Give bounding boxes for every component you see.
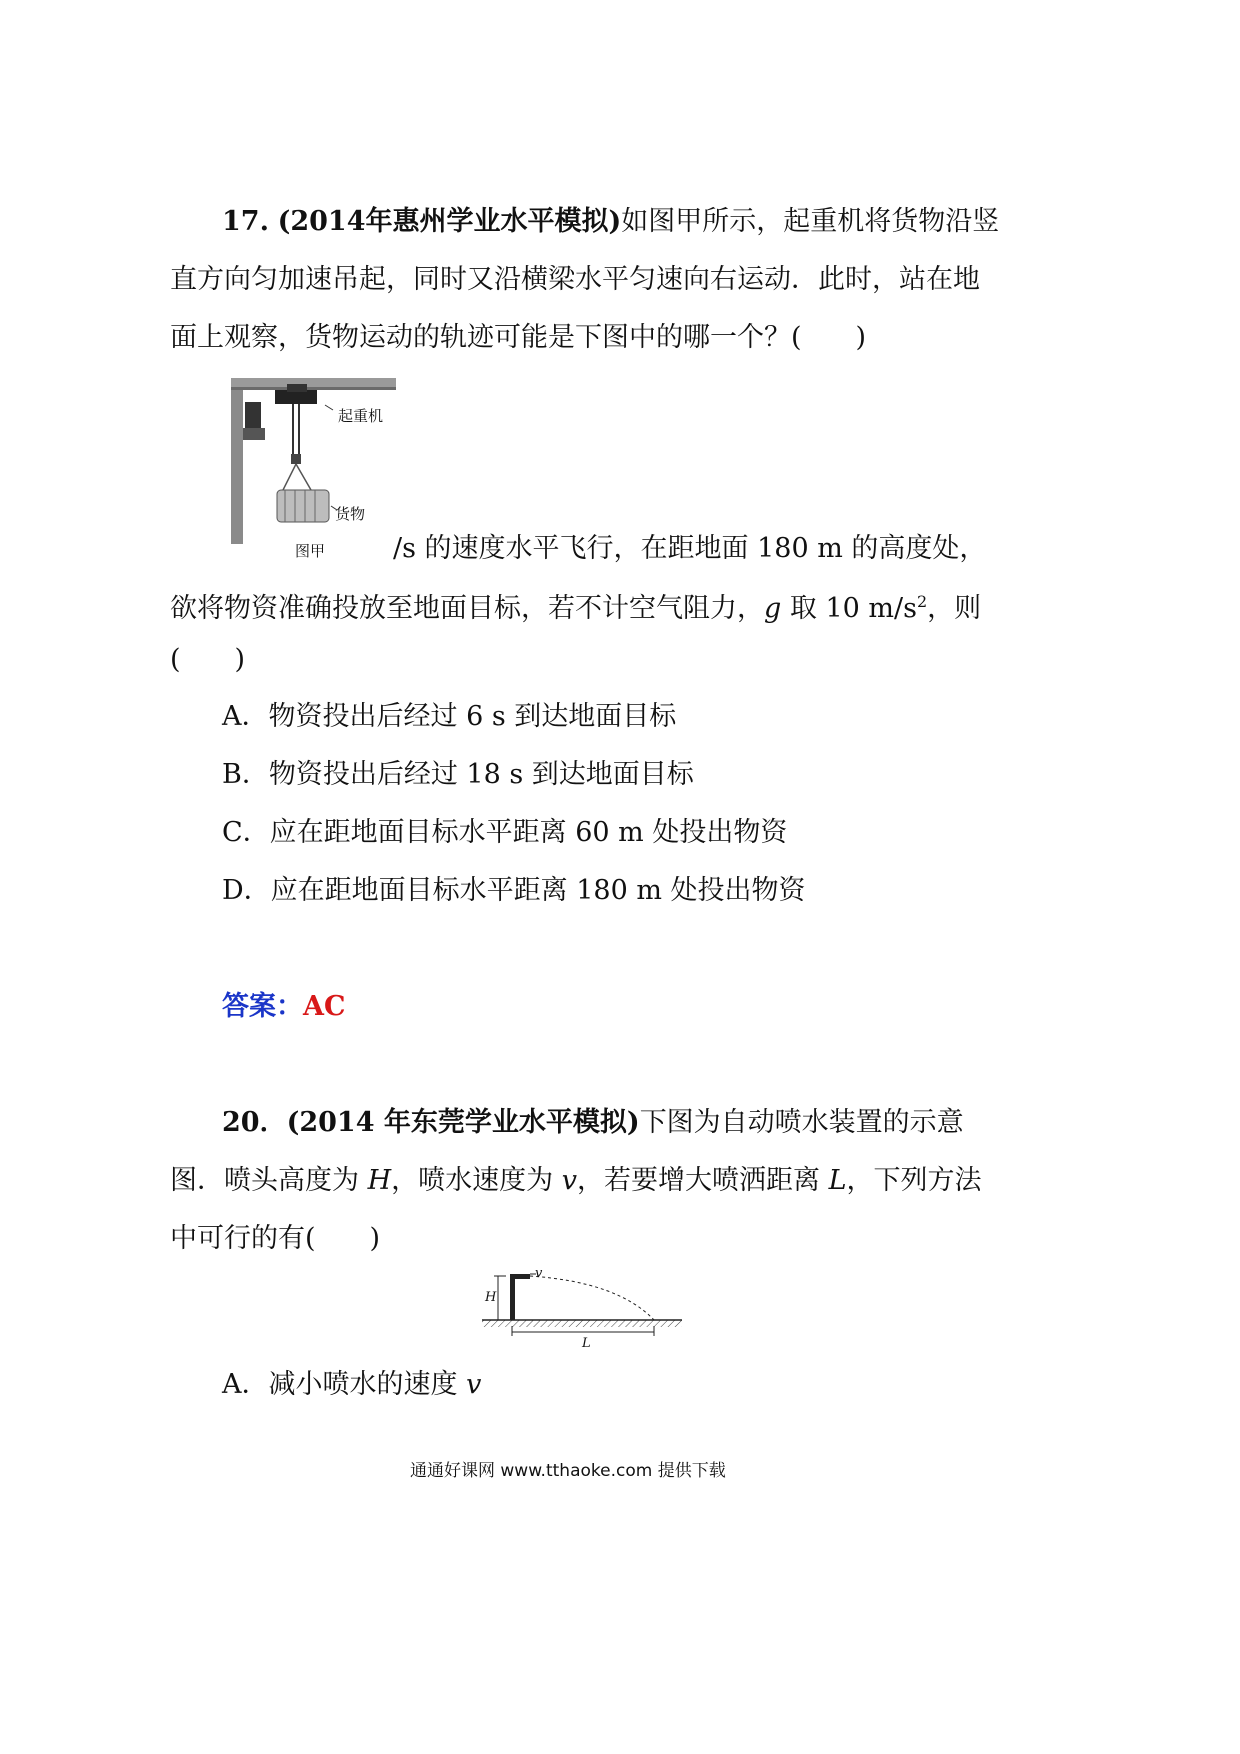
q17-source: (2014年惠州学业水平模拟) bbox=[277, 206, 622, 237]
symbol-g: g bbox=[764, 593, 782, 624]
answer-label: 答案： bbox=[222, 991, 303, 1022]
answer bbox=[222, 990, 345, 1024]
option-a: A．物资投出后经过 6 s 到达地面目标 bbox=[222, 701, 677, 732]
q17-line1-text: 如图甲所示，起重机将货物沿竖 bbox=[621, 206, 1000, 237]
q18-line3: ( ) bbox=[170, 644, 246, 675]
q17-number: 17. bbox=[222, 206, 269, 237]
q20-line2: 图．喷头高度为 H，喷水速度为 v，若要增大喷洒距离 L，下列方法 bbox=[170, 1165, 982, 1196]
option-b: B．物资投出后经过 18 s 到达地面目标 bbox=[222, 759, 694, 790]
figure-caption: 图甲 bbox=[295, 542, 326, 560]
q20-source: (2014 年东莞学业水平模拟) bbox=[286, 1107, 640, 1138]
q17-line3: 面上观察，货物运动的轨迹可能是下图中的哪一个？( ) bbox=[170, 322, 867, 353]
crane-figure bbox=[225, 370, 400, 550]
label-cargo: 货物 bbox=[335, 505, 366, 523]
page-footer: 通通好课网 www.tthaoke.com 提供下载 bbox=[410, 1461, 726, 1481]
answer-value: AC bbox=[303, 991, 346, 1022]
q20-option-a: A．减小喷水的速度 v bbox=[222, 1369, 482, 1400]
q18-line1: /s 的速度水平飞行，在距地面 180 m 的高度处， bbox=[393, 533, 987, 564]
label-crane: 起重机 bbox=[338, 407, 384, 425]
option-c: C．应在距地面目标水平距离 60 m 处投出物资 bbox=[222, 817, 788, 848]
option-d: D．应在距地面目标水平距离 180 m 处投出物资 bbox=[222, 875, 806, 906]
q17-line2: 直方向匀加速吊起，同时又沿横梁水平匀速向右运动．此时，站在地 bbox=[170, 264, 980, 295]
q20-line1-text: 下图为自动喷水装置的示意 bbox=[639, 1107, 964, 1138]
q20-line1 bbox=[222, 1106, 964, 1140]
q20-line3: 中可行的有( ) bbox=[170, 1223, 381, 1254]
q17-line1 bbox=[222, 205, 999, 239]
q18-line2: 欲将物资准确投放至地面目标，若不计空气阻力，g 取 10 $m/s^2$，则 bbox=[170, 592, 982, 624]
label-H: H bbox=[485, 1290, 497, 1305]
q20-number: 20． bbox=[222, 1107, 287, 1138]
label-v: v bbox=[535, 1266, 543, 1281]
label-L: L bbox=[582, 1336, 591, 1351]
